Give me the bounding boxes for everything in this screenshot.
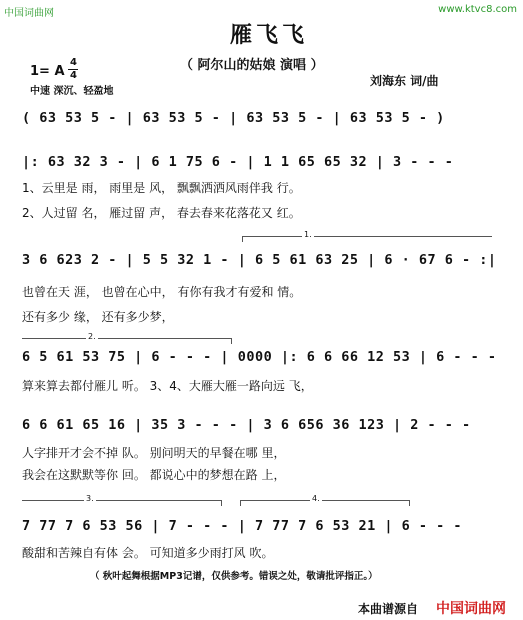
performer-subtitle: （ 阿尔山的姑娘 演唱 ） <box>180 58 324 73</box>
time-signature-bottom: 4 <box>70 70 77 81</box>
lyric-line-3b: 还有多少 缘， 还有多少梦， <box>22 310 174 324</box>
volta-label-4: 4. <box>312 494 320 503</box>
song-title: 雁飞飞 <box>230 23 309 48</box>
lyric-line-3a: 也曾在天 涯， 也曾在心中， 有你有我才有爱和 情。 <box>22 285 302 299</box>
volta-bracket-1 <box>242 230 492 239</box>
lyric-line-6a: 酸甜和苦辣自有体 会。 可知道多少雨打风 吹。 <box>22 546 274 560</box>
credits: 刘海东 词/曲 <box>370 74 439 88</box>
lyric-line-2a: 1、云里是 雨， 雨里是 风， 飘飘洒洒风雨伴我 行。 <box>22 181 301 195</box>
transcription-note: （ 秋叶起舞根据MP3记谱，仅供参考。错误之处，敬请批评指正。） <box>90 571 378 582</box>
volta-bracket-2 <box>22 332 232 341</box>
score-line-4: 6 5 61 53 75 | 6 - - - | 0000 |: 6 6 66 12 53 | 6 - - - <box>22 349 497 365</box>
watermark-right: www.ktvc8.com <box>438 4 517 15</box>
lyric-line-5a: 人字排开才会不掉 队。 别问明天的早餐在哪 里， <box>22 446 286 460</box>
score-line-5: 6 6 61 65 16 | 35 3 - - - | 3 6 656 36 123 | 2 - - - <box>22 417 471 433</box>
watermark-left: 中国词曲网 <box>4 8 54 19</box>
score-line-3: 3 6 623 2 - | 5 5 32 1 - | 6 5 61 63 25 | 6 · 67 6 - :| <box>22 252 497 268</box>
source-label: 本曲谱源自 <box>358 602 419 616</box>
key-signature: 1= A <box>30 64 65 79</box>
volta-label-1: 1. <box>304 230 312 239</box>
lyric-line-4a: 算来算去都付雁儿 听。 3、4、大雁大雁一路向远 飞， <box>22 379 313 393</box>
source-brand: 中国词曲网 <box>436 601 506 617</box>
lyric-line-5b: 我会在这默默等你 回。 都说心中的梦想在路 上， <box>22 468 286 482</box>
volta-label-3: 3. <box>86 494 94 503</box>
lyric-line-2b: 2、人过留 名， 雁过留 声， 春去春来花落花又 红。 <box>22 206 301 220</box>
volta-bracket-3 <box>22 494 222 503</box>
score-line-6: 7 77 7 6 53 56 | 7 - - - | 7 77 7 6 53 21 | 6 - - - <box>22 518 463 534</box>
volta-label-2: 2. <box>88 332 96 341</box>
time-signature-top: 4 <box>70 57 77 68</box>
volta-bracket-4 <box>240 494 410 503</box>
score-line-2: |: 63 32 3 - | 6 1 75 6 - | 1 1 65 65 32 | 3 - - - <box>22 154 454 170</box>
tempo-marking: 中速 深沉、轻盈地 <box>30 86 114 97</box>
score-line-1: ( 63 53 5 - | 63 53 5 - | 63 53 5 - | 63 53 5 - ) <box>22 110 445 126</box>
